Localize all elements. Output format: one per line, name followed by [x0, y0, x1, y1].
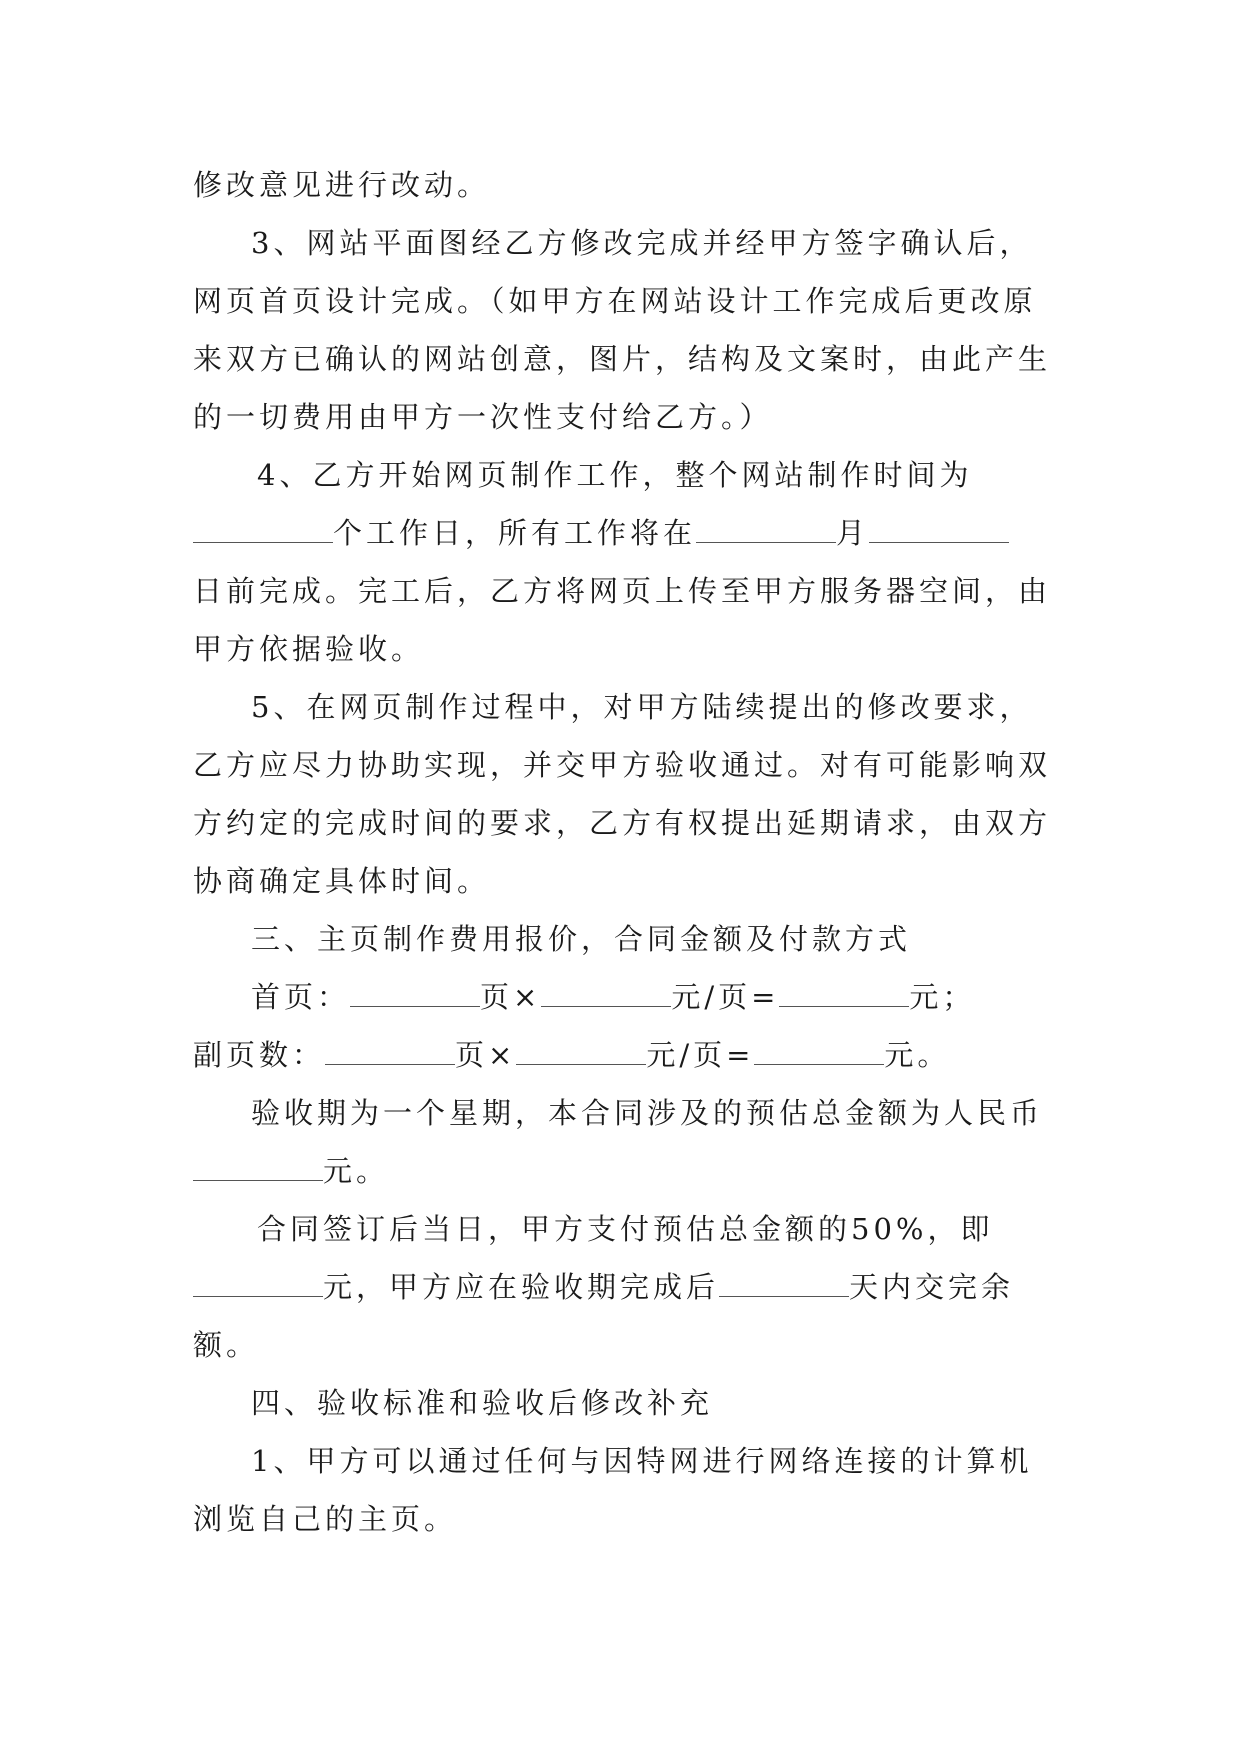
fill-in-blank	[350, 980, 480, 1007]
text-segment: 元，甲方应在验收期完成后	[323, 1270, 720, 1304]
text-line	[193, 1142, 1051, 1200]
text-line	[193, 1374, 1051, 1432]
fill-in-blank	[193, 1154, 323, 1181]
text-segment: 个工作日，所有工作将在	[333, 516, 697, 550]
text-segment: 元；	[909, 980, 976, 1014]
fill-in-blank	[541, 980, 671, 1007]
fill-in-blank	[516, 1038, 646, 1065]
fill-in-blank	[325, 1038, 455, 1065]
fill-in-blank	[869, 516, 1009, 543]
text-segment: 日前完成。完工后，乙方将网页上传至甲方服务器空间，由	[193, 574, 1051, 608]
text-segment: 协商确定具体时间。	[193, 864, 491, 898]
text-line	[193, 1316, 1051, 1374]
text-line	[193, 446, 1051, 504]
text-segment: 4、乙方开始网页制作工作，整个网站制作时间为	[257, 458, 973, 492]
text-line	[193, 1026, 1051, 1084]
text-line	[193, 852, 1051, 910]
text-segment: 1、甲方可以通过任何与因特网进行网络连接的计算机	[251, 1444, 1033, 1478]
text-segment: 3、网站平面图经乙方修改完成并经甲方签字确认后，	[251, 226, 1033, 260]
fill-in-blank	[193, 516, 333, 543]
text-segment: 元。	[323, 1154, 390, 1188]
text-line	[193, 330, 1051, 388]
fill-in-blank	[193, 1270, 323, 1297]
text-segment: 方约定的完成时间的要求，乙方有权提出延期请求，由双方	[193, 806, 1051, 840]
text-segment: 三、主页制作费用报价，合同金额及付款方式	[251, 922, 912, 956]
text-segment: 甲方依据验收。	[193, 632, 425, 666]
fill-in-blank	[779, 980, 909, 1007]
fill-in-blank	[719, 1270, 849, 1297]
text-segment: 页×	[455, 1038, 517, 1072]
text-segment: 乙方应尽力协助实现，并交甲方验收通过。对有可能影响双	[193, 748, 1051, 782]
text-line	[193, 1432, 1051, 1490]
text-segment: 浏览自己的主页。	[193, 1502, 458, 1536]
document-body	[193, 156, 1051, 1548]
text-line	[193, 214, 1051, 272]
text-segment: 网页首页设计完成。（如甲方在网站设计工作完成后更改原	[193, 284, 1037, 318]
text-segment: 页×	[480, 980, 542, 1014]
text-line	[193, 968, 1051, 1026]
text-segment: 元/页=	[646, 1038, 755, 1072]
text-line	[193, 1258, 1051, 1316]
text-segment: 元/页=	[671, 980, 780, 1014]
text-line	[193, 620, 1051, 678]
text-line	[193, 678, 1051, 736]
text-line	[193, 504, 1051, 562]
text-segment: 验收期为一个星期，本合同涉及的预估总金额为人民币	[251, 1096, 1044, 1130]
text-line	[193, 1084, 1051, 1142]
text-line	[193, 272, 1051, 330]
text-segment: 月	[836, 516, 870, 550]
text-segment: 来双方已确认的网站创意，图片，结构及文案时，由此产生	[193, 342, 1051, 376]
text-line	[193, 156, 1051, 214]
text-segment: 元。	[884, 1038, 951, 1072]
text-line	[193, 794, 1051, 852]
text-segment: 四、验收标准和验收后修改补充	[251, 1386, 714, 1420]
text-line	[193, 388, 1051, 446]
text-segment: 额。	[193, 1328, 260, 1362]
text-segment: 修改意见进行改动。	[193, 168, 491, 202]
fill-in-blank	[696, 516, 836, 543]
text-segment: 天内交完余	[849, 1270, 1015, 1304]
text-segment: 5、在网页制作过程中，对甲方陆续提出的修改要求，	[251, 690, 1033, 724]
text-line	[193, 736, 1051, 794]
fill-in-blank	[754, 1038, 884, 1065]
text-line	[193, 1490, 1051, 1548]
text-line	[193, 562, 1051, 620]
text-segment: 首页：	[251, 980, 351, 1014]
text-line	[193, 1200, 1051, 1258]
text-line	[193, 910, 1051, 968]
text-segment: 合同签订后当日，甲方支付预估总金额的50%，即	[257, 1212, 994, 1246]
text-segment: 副页数：	[193, 1038, 326, 1072]
text-segment: 的一切费用由甲方一次性支付给乙方。）	[193, 400, 773, 434]
